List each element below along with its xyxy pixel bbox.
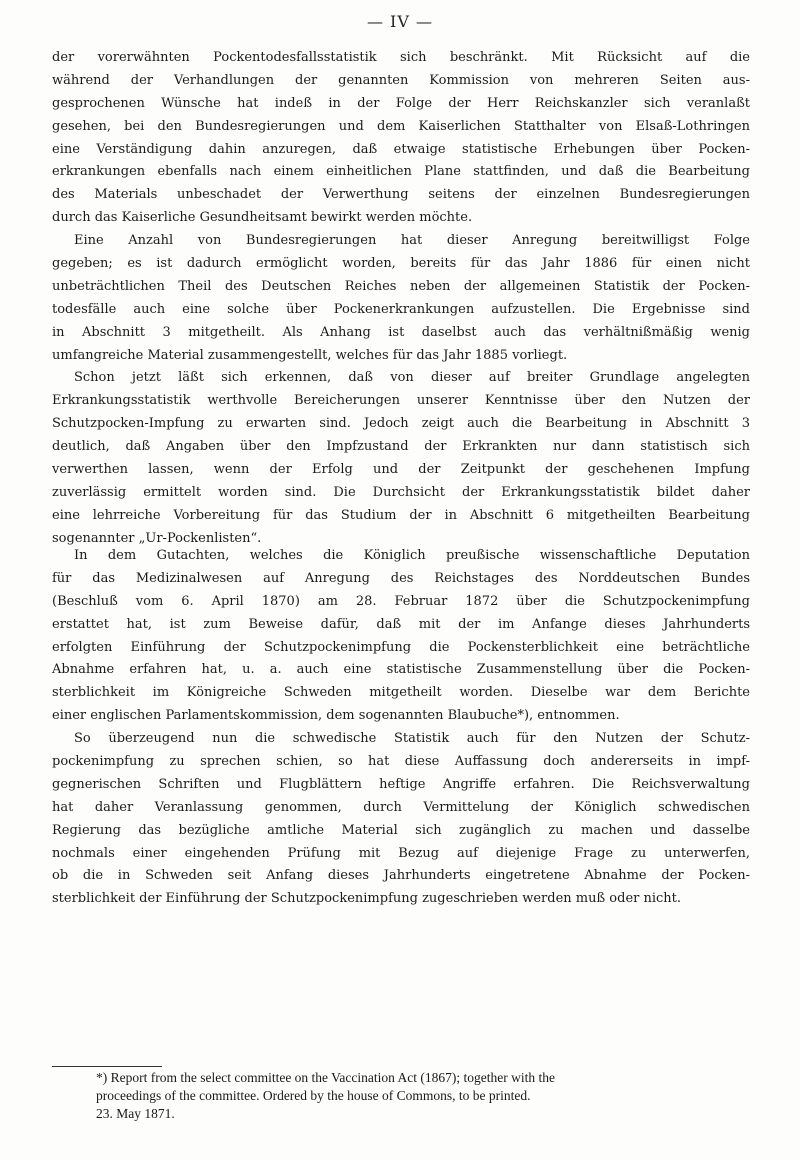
paragraph-2-body (52, 545, 750, 911)
text-line: (Beschluß vom 6. April 1870) am 28. Februar 1872 über die Schutzpockenimpfung (52, 593, 750, 609)
text-line: Eine Anzahl von Bundesregierungen hat dieser Anregung bereitwilligst Folge (74, 233, 750, 249)
text-line: sterblichkeit der Einführung der Schutzpockenimpfung zugeschrieben werden muß oder nicht. (52, 891, 682, 907)
text-line: des Materials unbeschadet der Verwerthung seitens der einzelnen Bundesregierungen (52, 187, 750, 203)
text-line: Abnahme erfahren hat, u. a. auch eine statistische Zusammenstellung über die Pocken- (52, 662, 750, 678)
text-line: eine Verständigung dahin anzuregen, daß etwaige statistische Erhebungen über Pocken- (52, 141, 750, 157)
text-line: erstattet hat, ist zum Beweise dafür, daß mit der im Anfange dieses Jahrhunderts (52, 616, 750, 632)
text-line: gesprochenen Wünsche hat indeß in der Folge der Herr Reichskanzler sich veranlaßt (52, 95, 750, 111)
text-line: zuverlässig ermittelt worden sind. Die Durchsicht der Erkrankungsstatistik bildet daher (52, 484, 750, 500)
paragraph-1-body (52, 47, 750, 551)
text-line: Regierung das bezügliche amtliche Material sich zugänglich zu machen und dasselbe (52, 822, 750, 838)
text-line: hat daher Veranlassung genommen, durch Vermittelung der Königlich schwedischen (52, 799, 750, 815)
paragraph-1 (52, 47, 750, 551)
page-number: — IV — (366, 12, 434, 31)
paragraph-2 (52, 545, 750, 911)
text-line: todesfälle auch eine solche über Pockenerkrankungen aufzustellen. Die Ergebnisse sind (52, 301, 750, 317)
text-line: durch das Kaiserliche Gesundheitsamt bewirkt werden möchte. (52, 210, 473, 226)
text-line: der vorerwähnten Pockentodesfallsstatistik sich beschränkt. Mit Rücksicht auf die (52, 50, 750, 65)
text-line: gesehen, bei den Bundesregierungen und dem Kaiserlichen Statthalter von Elsaß-Lothringen (52, 118, 750, 134)
text-line: pockenimpfung zu sprechen schien, so hat diese Auffassung doch andererseits in impf- (52, 754, 750, 770)
text-line: nochmals einer eingehenden Prüfung mit Bezug auf diejenige Frage zu unterwerfen, (52, 845, 750, 861)
text-line: Erkrankungsstatistik werthvolle Bereicherungen unserer Kenntnisse über den Nutzen der (52, 393, 750, 409)
footnote (52, 1069, 750, 1123)
text-line: verwerthen lassen, wenn der Erfolg und der Zeitpunkt der geschehenen Impfung (52, 462, 750, 478)
text-line: einer englischen Parlamentskommission, dem sogenannten Blaubuche*), entnommen. (52, 708, 620, 724)
footnote-line: proceedings of the committee. Ordered by the house of Commons, to be printed. (96, 1088, 531, 1103)
footnote-line: *) Report from the select committee on the Vaccination Act (1867); together with the (96, 1070, 555, 1085)
footnote-line: 23. May 1871. (96, 1106, 175, 1121)
text-line: deutlich, daß Angaben über den Impfzustand der Erkrankten nur dann statistisch sich (52, 439, 750, 455)
text-line: sterblichkeit im Königreiche Schweden mitgetheilt worden. Dieselbe war dem Berichte (52, 685, 750, 701)
text-line: unbeträchtlichen Theil des Deutschen Reiches neben der allgemeinen Statistik der Pocken- (52, 278, 750, 294)
text-line: umfangreiche Material zusammengestellt, welches für das Jahr 1885 vorliegt. (52, 347, 568, 363)
text-line: erkrankungen ebenfalls nach einem einheitlichen Plane stattfinden, und daß die Bearbeitung (52, 164, 750, 180)
text-line: Schutzpocken-Impfung zu erwarten sind. Jedoch zeigt auch die Bearbeitung in Abschnitt 3 (52, 416, 750, 432)
text-line: während der Verhandlungen der genannten Kommission von mehreren Seiten aus- (52, 72, 750, 88)
text-line: So überzeugend nun die schwedische Statistik auch für den Nutzen der Schutz- (74, 731, 750, 747)
text-line: erfolgten Einführung der Schutzpockenimpfung die Pockensterblichkeit eine beträchtliche (52, 639, 750, 655)
text-line: für das Medizinalwesen auf Anregung des Reichstages des Norddeutschen Bundes (52, 570, 750, 586)
text-line: gegnerischen Schriften und Flugblättern heftige Angriffe erfahren. Die Reichsverwaltung (52, 776, 750, 792)
text-line: Schon jetzt läßt sich erkennen, daß von dieser auf breiter Grundlage angelegten (74, 370, 750, 386)
text-line: ob die in Schweden seit Anfang dieses Jahrhunderts eingetretene Abnahme der Pocken- (52, 868, 750, 884)
text-line: sogenannter „Ur-Pockenlisten“. (52, 530, 262, 546)
footnote-divider (52, 1066, 162, 1067)
text-line: eine lehrreiche Vorbereitung für das Studium der in Abschnitt 6 mitgetheilten Bearbeitung (52, 507, 750, 523)
text-line: In dem Gutachten, welches die Königlich preußische wissenschaftliche Deputation (74, 548, 750, 563)
text-line: gegeben; es ist dadurch ermöglicht worden, bereits für das Jahr 1886 für einen nicht (52, 256, 750, 272)
text-line: in Abschnitt 3 mitgetheilt. Als Anhang ist daselbst auch das verhältnißmäßig wenig (52, 324, 750, 340)
